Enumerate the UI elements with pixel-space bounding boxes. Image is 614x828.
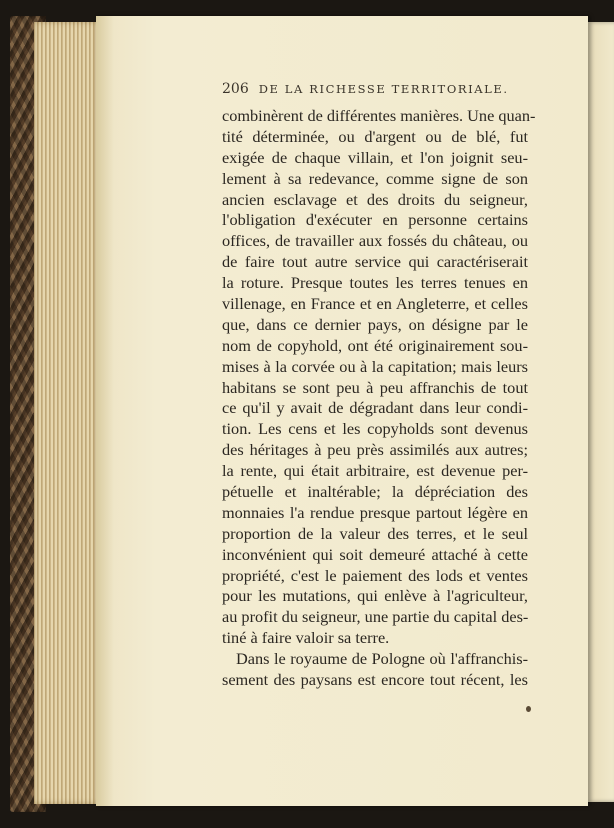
text-line: ce qu'il y avait de dégradant dans leur condi- — [222, 398, 528, 418]
text-line: au profit du seigneur, une partie du capital des- — [222, 607, 529, 627]
text-line: exigée de chaque villain, et l'on joignit seu- — [222, 147, 528, 167]
text-line: inconvénient qui soit demeuré attaché à cette — [222, 544, 528, 564]
text-line: propriété, c'est le paiement des lods et ventes — [222, 565, 528, 585]
body-text — [222, 106, 536, 691]
text-line: villenage, en France et en Angleterre, et celles — [222, 294, 528, 314]
text-line: mises à la corvée ou à la capitation; mais leurs — [222, 356, 528, 376]
ink-spot — [526, 706, 531, 712]
text-line: ancien esclavage et des droits du seigneur, — [222, 189, 528, 209]
text-line: offices, de travailler aux fossés du château, ou — [222, 231, 528, 251]
text-line: combinèrent de différentes manières. Une quan- — [222, 106, 536, 125]
text-line: des héritages à peu près assimilés aux autres; — [222, 440, 528, 460]
text-line: monnaies l'a rendue presque partout légère en — [222, 502, 528, 522]
running-title: DE LA RICHESSE TERRITORIALE. — [258, 82, 509, 96]
text-line: que, dans ce dernier pays, on désigne par le — [222, 314, 528, 334]
facing-page-edge — [588, 22, 614, 802]
running-head — [222, 81, 528, 97]
text-line: pétuelle et inaltérable; la dépréciation des — [222, 482, 528, 502]
text-line: habitans se sont peu à peu affranchis de tout — [222, 377, 528, 397]
text-line: nom de copyhold, ont été originairement sou- — [222, 335, 528, 355]
text-line: l'obligation d'exécuter en personne certains — [222, 210, 528, 230]
text-line: lement à sa redevance, comme signe de son — [222, 168, 528, 188]
text-line: proportion de la valeur des terres, et le seul — [222, 523, 528, 543]
text-line: tion. Les cens et les copyholds sont devenus — [222, 419, 528, 439]
text-line: la rente, qui était arbitraire, est devenue per- — [222, 461, 528, 481]
text-line: pour les mutations, qui enlève à l'agriculteur, — [222, 586, 528, 606]
page-number: 206 — [222, 81, 249, 97]
text-line: tiné à faire valoir sa terre. — [222, 628, 390, 648]
text-line: sement des paysans est encore tout récent, les — [222, 670, 528, 690]
text-line: la roture. Presque toutes les terres tenues en — [222, 273, 528, 293]
text-line: Dans le royaume de Pologne où l'affranchis- — [236, 649, 528, 669]
page-edges — [34, 22, 98, 804]
text-line: tité déterminée, ou d'argent ou de blé, fut — [222, 126, 528, 146]
text-line: de faire tout autre service qui caractériserait — [222, 252, 528, 272]
